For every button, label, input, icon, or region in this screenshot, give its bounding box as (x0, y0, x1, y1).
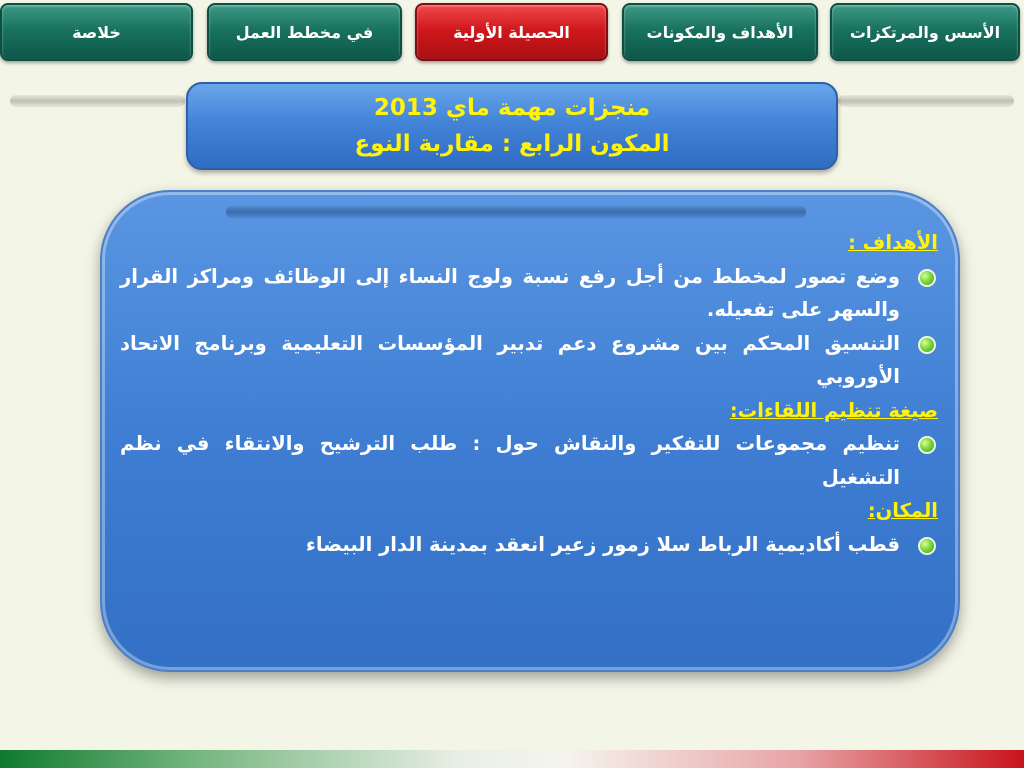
list-item (120, 327, 938, 394)
decorative-shadow-left (10, 95, 185, 107)
decorative-panel-shadow (226, 206, 806, 218)
green-bullet-icon (918, 336, 936, 354)
place-heading: المكان: (867, 499, 938, 522)
tab-action-plan[interactable]: في مخطط العمل (207, 3, 402, 61)
list-item (120, 260, 938, 327)
format-heading: صيغة تنظيم اللقاءات: (729, 398, 938, 422)
tab-goals-components[interactable]: الأهداف والمكونات (622, 3, 818, 61)
tab-initial-results[interactable]: الحصيلة الأولية (415, 3, 608, 61)
list-item (120, 528, 938, 562)
slide-subtitle: المكون الرابع : مقاربة النوع (354, 131, 670, 157)
tab-summary[interactable]: خلاصة (0, 3, 193, 61)
footer-gradient-bar (0, 750, 1024, 768)
tab-foundations[interactable]: الأسس والمرتكزات (830, 3, 1020, 61)
slide-title-box (186, 82, 838, 170)
goals-heading: الأهداف : (848, 231, 938, 254)
green-bullet-icon (918, 537, 936, 555)
format-item-1: تنظيم مجموعات للتفكير والنقاش حول : طلب الترشيح والانتقاء في نظم التشغيل (120, 432, 900, 489)
list-item (120, 427, 938, 494)
goal-item-1: وضع تصور لمخطط من أجل رفع نسبة ولوج النساء إلى الوظائف ومراكز القرار والسهر على تفعيله. (120, 264, 900, 321)
green-bullet-icon (918, 436, 936, 454)
top-navigation (0, 0, 1024, 66)
place-item-1: قطب أكاديمية الرباط سلا زمور زعير انعقد بمدينة الدار البيضاء (305, 532, 900, 556)
green-bullet-icon (918, 269, 936, 287)
slide-title: منجزات مهمة ماي 2013 (373, 95, 651, 121)
content-text (120, 226, 938, 561)
decorative-shadow-right (838, 95, 1014, 107)
goal-item-2: التنسيق المحكم بين مشروع دعم تدبير المؤسسات التعليمية وبرنامج الاتحاد الأوروبي (120, 331, 900, 388)
